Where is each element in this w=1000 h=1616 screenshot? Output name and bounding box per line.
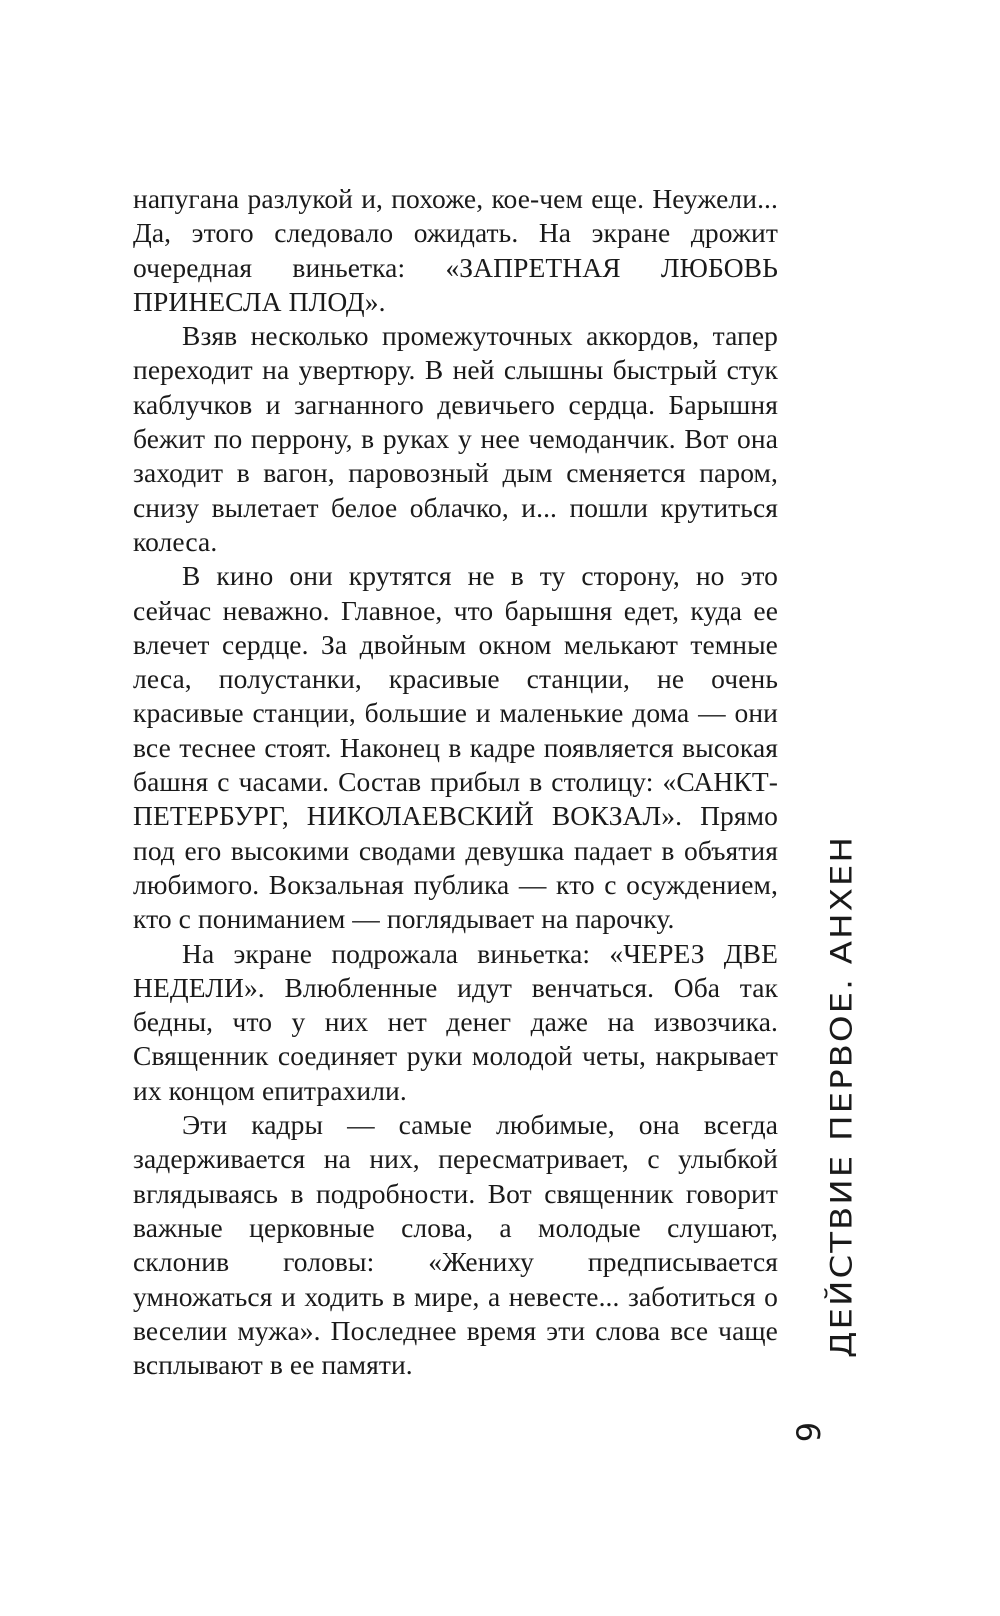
paragraph: На экране подрожала виньетка: «ЧЕРЕЗ ДВЕ НЕДЕЛИ». Влюбленные идут венчаться. Оба так бедны, что у них нет денег даже на извозчика. Священник соединяет руки молодой четы, накрывает их концом епитрахили. <box>133 937 778 1106</box>
paragraph: Эти кадры — самые любимые, она всегда задерживается на них, пересматривает, с улыбкой вглядываясь в подробности. Вот священник говорит важные церковные слова, а молодые слушают, склонив головы: «Жениху предписывается умножаться и ходить в мире, а невесте... заботиться о веселии мужа». Последнее время эти слова все чаще всплывают в ее памяти. <box>133 1109 778 1381</box>
paragraph: В кино они крутятся не в ту сторону, но это сейчас неважно. Главное, что барышня едет, куда ее влечет сердце. За двойным окном мелькают темные леса, полустанки, красивые станции, не очень красивые станции, большие и маленькие дома — они все теснее стоят. Наконец в кадре появляется высокая башня с часами. Состав прибыл в столицу: «САНКТ-ПЕТЕРБУРГ, НИКОЛАЕВСКИЙ ВОКЗАЛ». Прямо под его высокими сводами девушка падает в объятия любимого. Вокзальная публика — кто с осуждением, кто с пониманием — поглядывает на парочку. <box>133 560 778 935</box>
body-text <box>133 182 778 1382</box>
running-head: ДЕЙСТВИЕ ПЕРВОЕ. АНХЕН <box>825 835 859 1358</box>
paragraph-continued: напугана разлукой и, похоже, кое-чем еще. Неужели... Да, этого следовало ожидать. На экране дрожит очередная виньетка: «ЗАПРЕТНАЯ ЛЮБОВЬ ПРИНЕСЛА ПЛОД». <box>133 183 778 317</box>
paragraph: Взяв несколько промежуточных аккордов, тапер переходит на увертюру. В ней слышны быстрый стук каблучков и загнанного девичьего сердца. Барышня бежит по перрону, в руках у нее чемоданчик. Вот она заходит в вагон, паровозный дым сменяется паром, снизу вылетает белое облачко, и... пошли крутиться колеса. <box>133 320 778 557</box>
page-number: 9 <box>790 1421 828 1443</box>
